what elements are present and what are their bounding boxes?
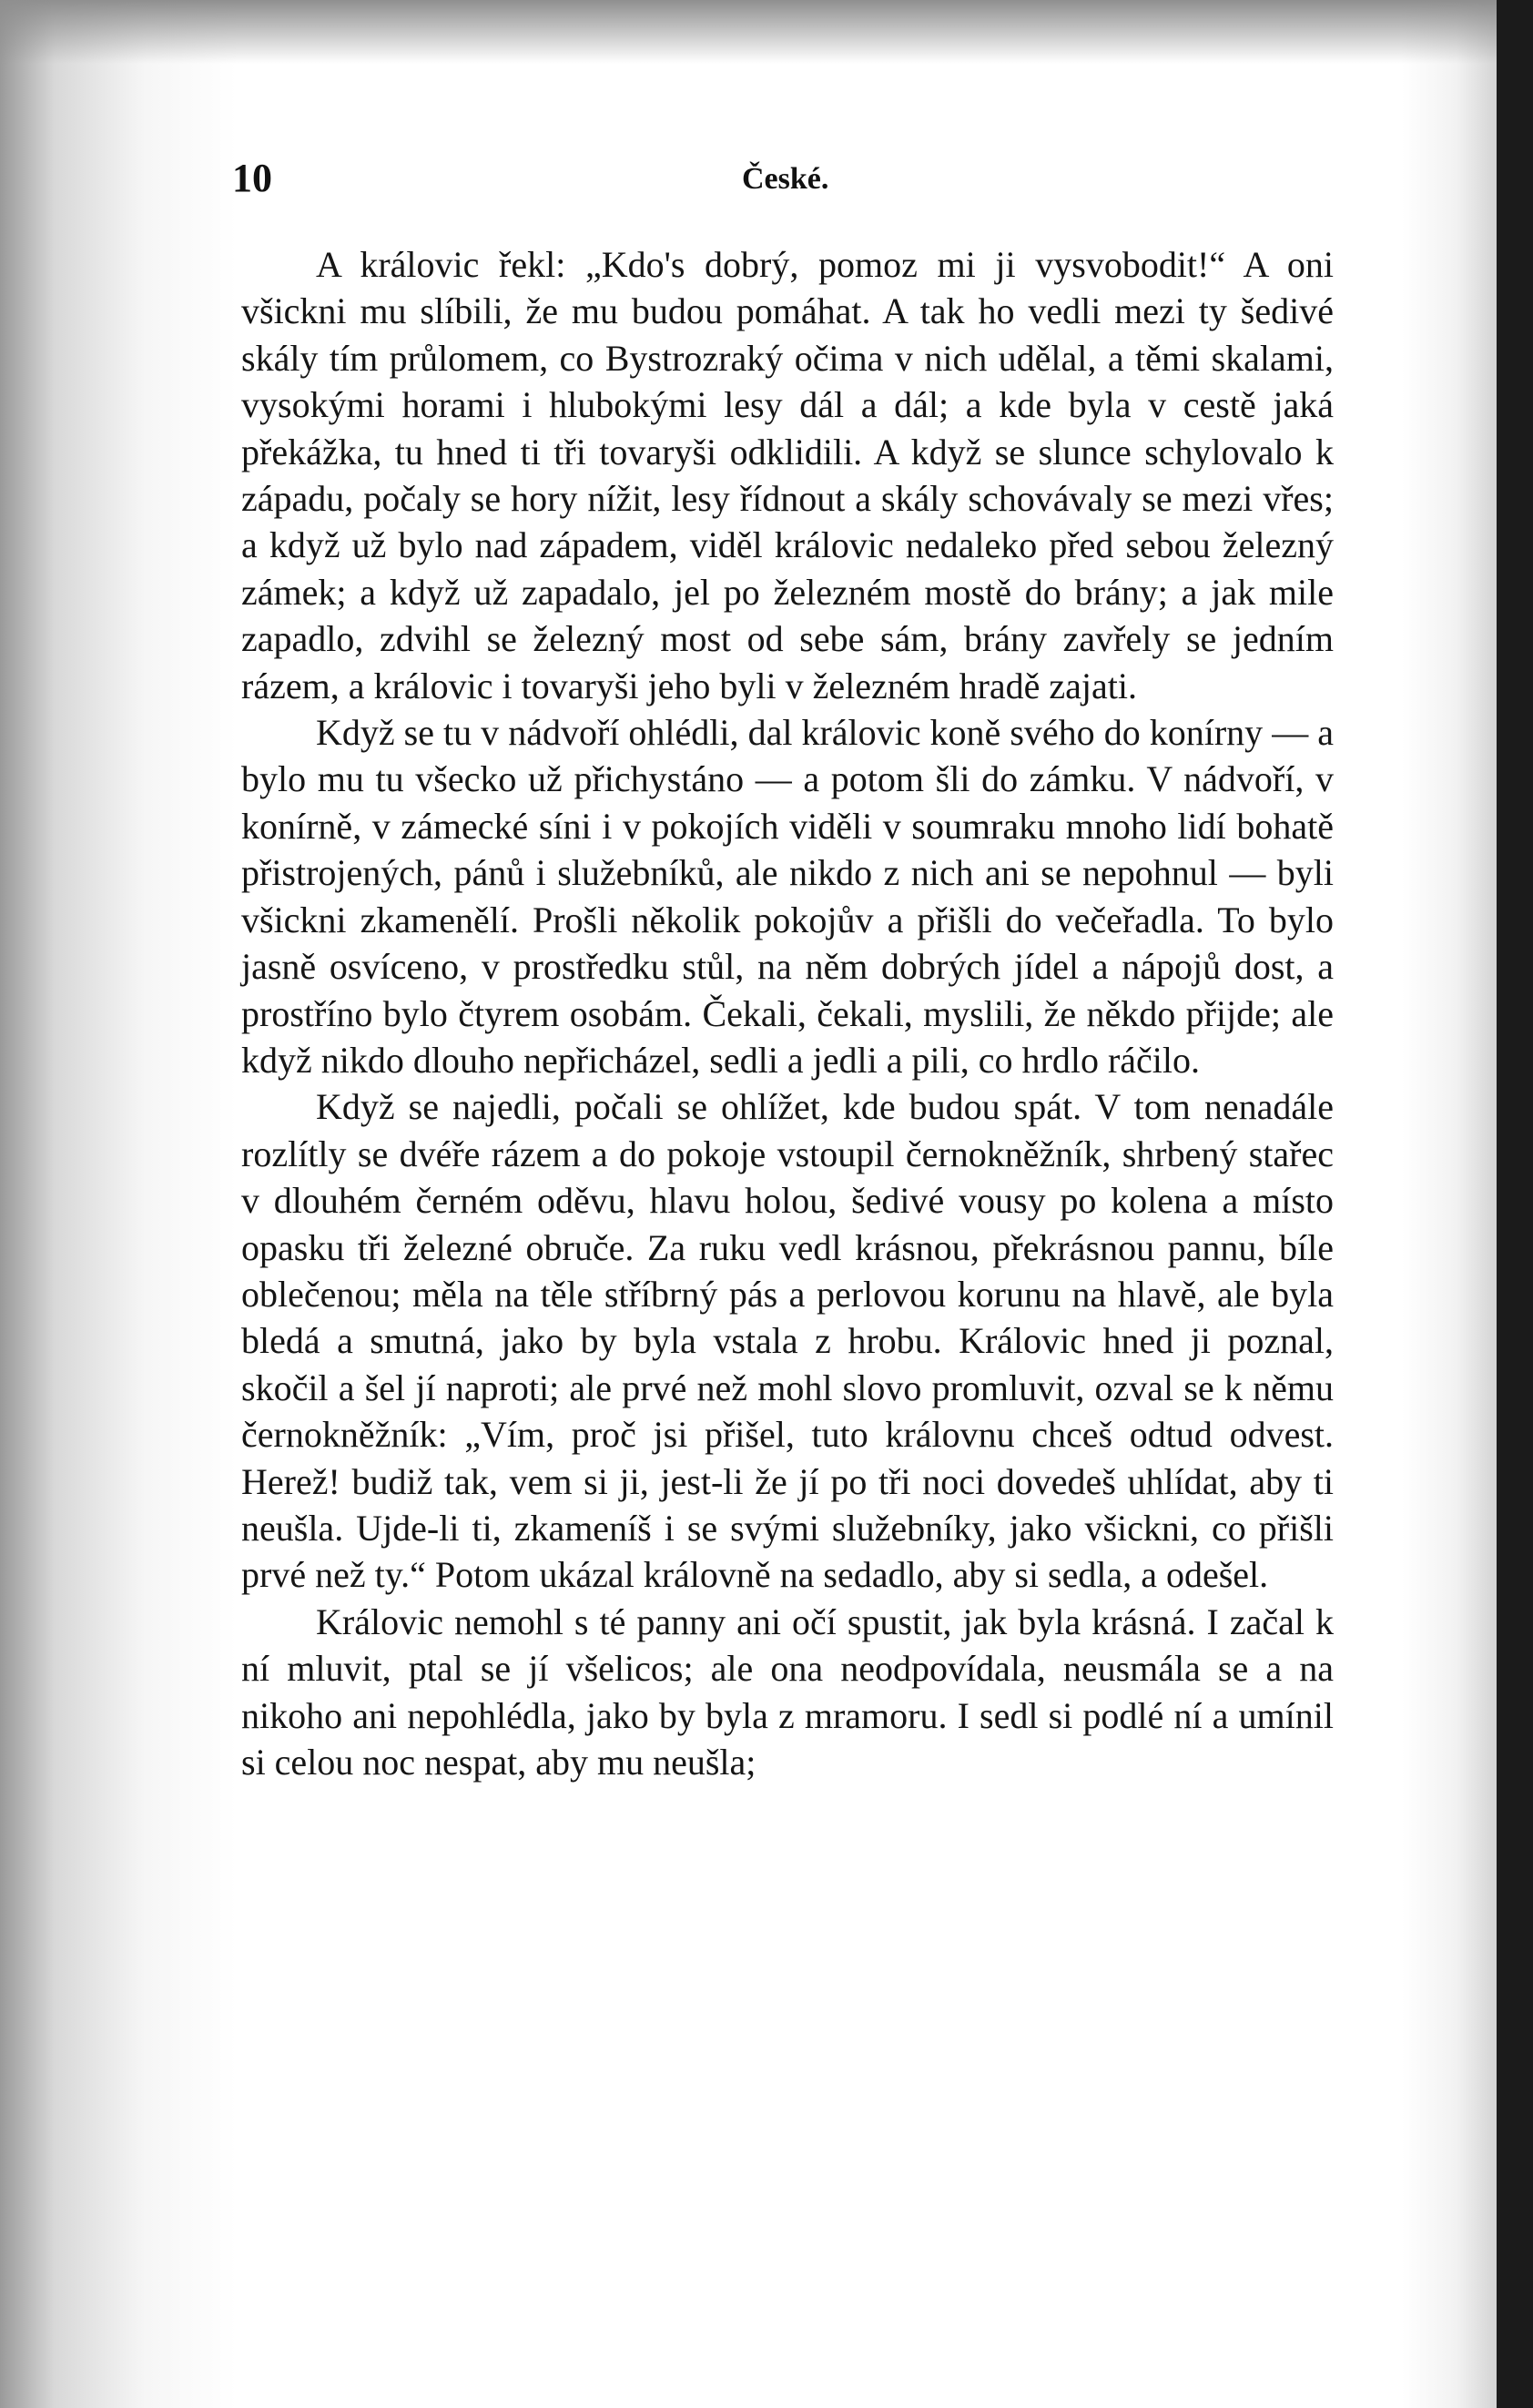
paragraph: Když se tu v nádvoří ohlédli, dal královic koně svého do konírny — a bylo mu tu všecko už přichystáno — a potom šli do zámku. V nádvoří, v konírně, v zámecké síni i v pokojích viděli v soumraku mnoho lidí bohatě přistrojených, pánů i služebníků, ale nikdo z nich ani se nepohnul — byli všickni zkamenělí. Prošli několik pokojův a přišli do večeřadla. To bylo jasně osvíceno, v prostředku stůl, na něm dobrých jídel a nápojů dost, a prostříno bylo čtyrem osobám. Čekali, čekali, myslili, že někdo přijde; ale když nikdo dlouho nepřicházel, sedli a jedli a pili, co hrdlo ráčilo.: [241, 712, 1334, 1081]
paragraph: A královic řekl: „Kdo's dobrý, pomoz mi ji vysvobodit!“ A oni všickni mu slíbili, že mu budou pomáhat. A tak ho vedli mezi ty šedivé skály tím průlomem, co Bystrozraký očima v nich udělal, a těmi skalami, vysokými horami i hlubokými lesy dál a dál; a kde byla v cestě jaká překážka, tu hned ti tři tovaryši odklidili. A když se slunce schylovalo k západu, počaly se hory nížit, lesy řídnout a skály schovávaly se mezi vřes; a když už bylo nad západem, viděl královic nedaleko před sebou železný zámek; a když už zapadalo, jel po železném mostě do brány; a jak mile zapadlo, zdvihl se železný most od sebe sám, brány zavřely se jedním rázem, a královic i tovaryši jeho byli v železném hradě zajati.: [241, 244, 1334, 706]
scan-border: [1497, 0, 1533, 2408]
paragraph: Královic nemohl s té panny ani očí spustit, jak byla krásná. I začal k ní mluvit, ptal se jí všelicos; ale ona neodpovídala, neusmála se a na nikoho ani nepohlédla, jako by byla z mramoru. I sedl si podlé ní a umínil si celou noc nespat, aby mu neušla;: [241, 1600, 1334, 1783]
scan-shadow: [0, 0, 1502, 64]
body-text: [241, 241, 1334, 1785]
paragraph: Když se najedli, počali se ohlížet, kde budou spát. V tom nenadále rozlítly se dvéře rázem a do pokoje vstoupil černokněžník, shrbený stařec v dlouhém černém oděvu, hlavu holou, šedivé vousy po kolena a místo opasku tři železné obruče. Za ruku vedl krásnou, překrásnou pannu, bíle oblečenou; měla na těle stříbrný pás a perlovou korunu na hlavě, ale byla bledá a smutná, jako by byla vstala z hrobu. Královic hned ji poznal, skočil a šel jí naproti; ale prvé než mohl slovo promluvit, ozval se k němu černokněžník: „Vím, proč jsi přišel, tuto královnu chceš odtud odvest. Herež! budiž tak, vem si ji, jest-li že jí po tři noci dovedeš uhlídat, aby ti neušla. Ujde-li ti, zkameníš i se svými služebníky, jako všickni, co přišli prvé než ty.“ Potom ukázal královně na sedadlo, aby si sedla, a odešel.: [241, 1086, 1334, 1596]
page-header: [232, 155, 1338, 218]
running-head: České.: [742, 162, 829, 196]
page-number: 10: [232, 156, 272, 200]
